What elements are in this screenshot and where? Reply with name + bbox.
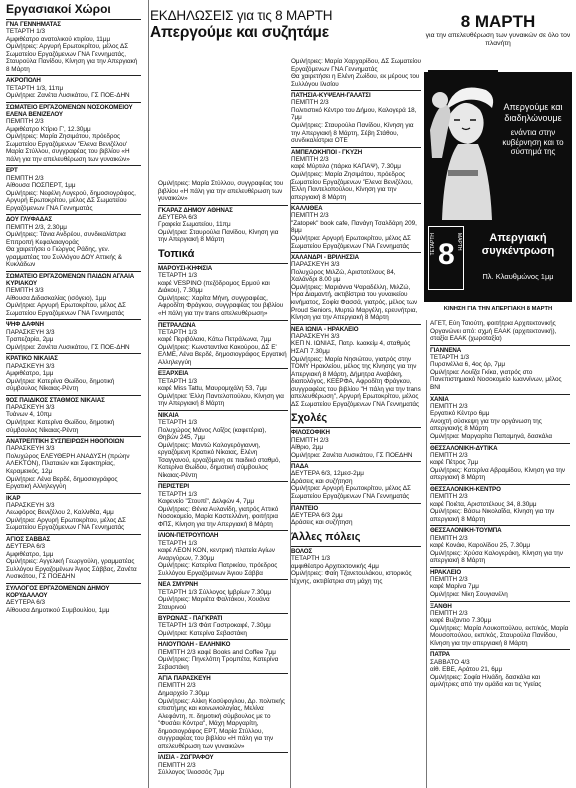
event-detail-line: Ομιλήτρια: Κατερίνα Θωίδου, δημοτική σύμβουλος Νίκαιας-Ρέντη: [6, 377, 115, 393]
event-item: [430, 567, 570, 599]
event-item: [158, 205, 288, 244]
event-location-heading: 9ΟΣ ΠΑΙΔΙΚΟΣ ΣΤΑΘΜΟΣ ΝΙΚΑΙΑΣ: [6, 395, 141, 404]
event-item: [6, 75, 141, 99]
event-item: [291, 90, 421, 144]
event-item: [158, 579, 288, 611]
column-local: [158, 180, 288, 788]
event-detail-line: Αμφιθέατρο Κτίριο Γ', 12.30μμ: [6, 125, 91, 133]
event-detail-line: καφέ Πέτρος 7μμ: [430, 459, 479, 467]
event-detail-line: ΤΕΤΑΡΤΗ 1/3: [158, 328, 198, 336]
event-detail-line: Αμφιθέατρο, 1μμ: [6, 370, 54, 378]
poster-date: 8 ΜΑΡΤΗ: [460, 12, 536, 31]
event-location-heading: ΕΞΑΡΧΕΙΑ: [158, 368, 288, 377]
event-location-heading: ΝΕΑ ΙΩΝΙΑ - ΗΡΑΚΛΕΙΟ: [291, 324, 421, 333]
event-detail-line: Ομιλήτρια: Αργυρή Ερωτοκρίτου, μέλος ΔΣ Σωματείου Εργαζόμενων ΓΝΑ Γεννηματάς: [6, 302, 126, 317]
event-detail-line: "Zatopek" book cafe, Πανάγη Τσαλδάρη 209, 8μμ: [291, 219, 417, 235]
event-item: [430, 345, 570, 392]
event-location-heading: ΠΕΤΡΑΛΩΝΑ: [158, 320, 288, 329]
event-detail-line: Ομιλήτριες: Σταυρούλα Πανίδου, Κίνηση για την Απεργιακή 8 Μάρτη, Σέβη Στάθου, συνδικαλίστρια ΟΤΕ: [291, 122, 414, 145]
event-detail-line: Ομιλήτριες: Αλίκη Κοσύφογλου, Δρ. πολιτικής επιστήμης και κοινωνιολογίας, Μελίνα Αλεφάντη, π. δημοτική σύμβουλος με το "Φυσάει Κόντρα", Μάχη Μαργαρίτη, δημοσιογράφος ΕΡΤ, Μαρία Στύλλου, συγγραφέας του βιβλίου «Η πάλη για την απελευθέρωση των γυναικών»: [158, 697, 286, 750]
event-location-heading: ΑΓΙΑ ΠΑΡΑΣΚΕΥΗ: [158, 673, 288, 682]
event-item: [430, 525, 570, 564]
event-detail-line: καφέ Κονάκι, Καρολίδου 25, 7.30μμ: [430, 542, 531, 550]
event-detail-line: καφέ Ποιέτα, Αριστοτέλους 34, 8.30μμ: [430, 500, 537, 508]
event-location-heading: ΞΑΝΘΗ: [430, 601, 570, 610]
section-title-workplaces: Εργασιακοί Χώροι: [6, 2, 111, 16]
event-item: [158, 530, 288, 577]
event-detail-line: καφέ Μαρίνα 7μμ: [430, 583, 479, 591]
poster-slogan: Απεργούμε και διαδηλώνουμε: [503, 102, 563, 123]
column-separator: [148, 0, 149, 788]
event-location-heading: ΠΑΔΑ: [291, 461, 421, 470]
event-detail-line: Ομιλήτρια: Ζανέτα Λυσικάτου, ΓΣ ΠΟΕ-ΔΗΝ: [6, 92, 130, 100]
event-detail-line: Ομιλήτριες: Φαίη Τζανετουλάκου, ιστορικός τέχνης, ακτιβίστρια στη μάχη της: [291, 570, 412, 585]
event-detail-line: Λεωφόρος Βενιζέλου 2, Καλλιθέα, 4μμ: [6, 509, 114, 517]
page-subtitle: Απεργούμε και συζητάμε: [150, 24, 329, 41]
column-other-cities: [430, 320, 570, 788]
event-detail-line: καφέ ΛΕΟΝ ΚΟΝ, κεντρική πλατεία Αγίων Αναργύρων, 7.30μμ: [158, 547, 275, 562]
event-detail-line: Δράσεις και συζήτηση: [291, 477, 353, 485]
event-detail-line: ΤΕΤΑΡΤΗ 1/3: [6, 28, 46, 36]
section-title-local: Τοπικά: [158, 248, 195, 261]
event-item: [158, 320, 288, 367]
event-detail-line: ΠΕΜΠΤΗ 2/3: [158, 682, 196, 690]
event-detail-line: Ομιλήτριες: Μαρία Ζησιμάτου, πρόεδρος Σωματείου Εργαζόμενων 'Έλενα Βενιζέλου': [6, 133, 128, 148]
event-detail-line: ΠΕΜΠΤΗ 2/3: [158, 761, 196, 769]
event-detail-line: ΤΕΤΑΡΤΗ 1/3: [158, 539, 198, 547]
event-list: [291, 58, 421, 408]
event-detail-line: ΠΕΜΠΤΗ 2/3: [430, 402, 468, 410]
event-detail-line: Ομιλήτρια: Κατερίνα Σεβαστάκη: [158, 629, 247, 637]
event-detail-line: Πολυχώρος Μάνος Λοΐζος (καφετέρια), Θηβών 245, 7μμ: [158, 426, 267, 442]
event-detail-line: ΤΕΤΑΡΤΗ 1/3, 11πμ: [6, 84, 64, 92]
event-item: [291, 546, 421, 585]
event-item: [291, 427, 421, 459]
event-detail-line: Γραφεία Σωματείου, 11πμ: [158, 221, 231, 229]
event-location-heading: ΜΑΡΟΥΣΙ-ΚΗΦΙΣΙΑ: [158, 263, 288, 272]
event-item: [6, 102, 141, 164]
event-detail-line: ΑΓΕΤ, Εύη Τσιούτη, φοιτήτρια Αρχιτεκτονικής: [430, 320, 556, 327]
event-location-heading: ΙΛΙΟΝ-ΠΕΤΡΟΥΠΟΛΗ: [158, 530, 288, 539]
event-detail-line: Μαρία Στύλλου, συγγραφέας του βιβλίου «Η πάλη για την απελευθέρωση των γυναικών»: [6, 148, 130, 163]
event-detail-line: Αίθουσα ΠΟΣΠΕΡΤ, 1μμ: [6, 182, 76, 190]
event-item: [430, 484, 570, 523]
event-detail-line: ΤΕΤΑΡΤΗ 1/3: [158, 490, 198, 498]
event-detail-line: ΤΕΤΑΡΤΗ 1/3: [430, 353, 470, 361]
event-item: [6, 214, 141, 268]
event-item: [6, 271, 141, 318]
event-detail-line: αίθ. ΕΒΕ, Αράτου 21, 6μμ: [430, 666, 503, 674]
event-location-heading: ΣΥΛΛΟΓΟΣ ΕΡΓΑΖΟΜΕΝΩΝ ΔΗΜΟΥ ΚΟΡΥΔΑΛΛΟΥ: [6, 583, 141, 599]
event-detail-line: ΠΕΜΠΤΗ 3/3: [6, 287, 44, 295]
event-detail-line: αμφιθέατρο Αρχιτεκτονικής 4μμ: [291, 562, 379, 570]
event-location-heading: ΠΕΡΙΣΤΕΡΙ: [158, 481, 288, 490]
event-list: [158, 180, 288, 244]
event-detail-line: Ομιλήτριες: Μαρία Στύλλου, συγγραφέας του βιβλίου «Η πάλη για την απελευθέρωση των γυναικών»: [158, 180, 284, 203]
event-detail-line: Ανοιχτή σύσκεψη για την οργάνωση της απεργιακής 8 Μάρτη: [430, 417, 542, 433]
event-detail-line: ΠΕΜΠΤΗ 2/3: [291, 99, 329, 107]
event-item: [291, 252, 421, 322]
event-detail-line: ΤΕΤΑΡΤΗ 1/3 Σύλλογος Ιμβρίων 7.30μμ: [158, 588, 272, 596]
event-list: [291, 427, 421, 527]
event-detail-line: Ομιλήτριες: Μαρία Χαρχαρίδου, ΔΣ Σωματείου Εργαζόμενων ΓΝΑ Γεννηματάς: [291, 58, 421, 73]
event-detail-line: Σύλλογος Ίλιοσσός 7μμ: [158, 769, 225, 777]
event-detail-line: ΔΕΥΤΕΡΑ 6/3: [6, 543, 46, 551]
event-detail-line: Ομιλήτριες: Χαρίτα Μήνη, συγγραφέας, Αφροδίτη Φράγκου, συγγραφέας του βιβλίου «Η πάλη για την trans απελευθέρωση»: [158, 294, 284, 317]
event-detail-line: Ομιλήτριες: Μαριάννα Ψαραδέλλη, ΜιλΖώ, Ήρα Διαμαντή, ακτιβίστρια του γυναικείου κινήματος, Σοφία Φασσά, γιατρός, μέλος των Proud Seniors, Μυρτώ Μαργέλη, ερευνήτρια, Κίνηση για την Απεργιακή 8 Μάρτη: [291, 283, 418, 322]
event-detail-line: Ομιλήτριες: Κατερίνα Αβραμίδου, Κίνηση για την απεργιακή 8 Μάρτη: [430, 466, 566, 482]
page-header: [150, 8, 420, 42]
column-workplaces: [6, 0, 141, 788]
event-detail-line: ΤΕΤΑΡΤΗ 1/3: [158, 419, 198, 427]
event-location-heading: ΣΩΜΑΤΕΙΟ ΕΡΓΑΖΟΜΕΝΩΝ ΝΟΣΟΚΟΜΕΙΟΥ ΕΛΕΝΑ ΒΕΝΙΖΕΛΟΥ: [6, 102, 141, 118]
event-detail-line: Ομιλήτριες: Κωνσταντίνα Κακούρου, ΔΣ Ε' ΕΛΜΕ, Λένα Βερδέ, δημοσιογράφος Εργατική Αλληλεγγύη: [158, 343, 287, 366]
event-detail-line: ΔΕΥΤΕΡΑ 6/3, 12μεσ-2μμ: [291, 470, 364, 478]
event-detail-line: ΠΑΡΑΣΚΕΥΗ 3/3: [6, 328, 55, 336]
event-detail-line: καφέ VESPINO (πεζόδρομος Ερμού και Διάκου), 7.30μμ: [158, 279, 270, 295]
event-item: [430, 649, 570, 688]
event-detail-line: ΔΕΥΤΕΡΑ 6/3: [158, 213, 198, 221]
event-detail-line: Θα χαιρετήσει ο Γιώργος Ράδης, γεν. γραμματέας του Συλλόγου ΔΟΥ Αττικής & Κυκλάδων: [6, 246, 122, 269]
event-location-heading: ΒΟΛΟΣ: [291, 546, 421, 555]
event-detail-line: ΠΕΜΠΤΗ 2/3: [291, 436, 329, 444]
event-detail-line: ΠΕΜΠΤΗ 2/3: [430, 534, 468, 542]
event-location-heading: ΚΡΑΤΙΚΟ ΝΙΚΑΙΑΣ: [6, 353, 141, 362]
event-location-heading: ΑΜΠΕΛΟΚΗΠΟΙ - ΓΚΥΖΗ: [291, 147, 421, 156]
event-item: [158, 752, 288, 776]
event-detail-line: ΠΕΜΠΤΗ 2/3: [430, 575, 468, 583]
event-item: [158, 481, 288, 528]
event-item: [6, 165, 141, 212]
event-detail-line: ΤΕΤΑΡΤΗ 1/3: [158, 272, 198, 280]
poster-header: [424, 6, 572, 72]
event-location-heading: ΘΕΣΣΑΛΟΝΙΚΗ-ΤΟΥΜΠΑ: [430, 525, 570, 534]
event-detail-line: ΠΕΜΠΤΗ 2/3: [430, 451, 468, 459]
event-detail-line: Ομιλήτρια: Αργυρή Ερωτοκρίτου, μέλος ΔΣ Σωματείου Εργαζόμενων ΓΝΑ Γεννηματάς: [291, 485, 411, 501]
event-detail-line: Θα χαιρετήσει η Ελένη Ζωίδου, εκ μέρους του Συλλόγου Ιλισίου: [291, 73, 420, 88]
event-detail-line: Ομιλήτριες: Πηνελόπη Τρομπέτα, Κατερίνα Σεβαστάκη: [158, 656, 279, 671]
poster-place: Πλ. Κλαυθμώνος 1μμ: [482, 272, 554, 281]
event-detail-line: Ομιλήτρια: Κατερίνα Θωίδου, δημοτική σύμβουλος Νίκαιας-Ρέντη: [6, 419, 115, 434]
section-title-schools: Σχολές: [291, 412, 328, 425]
event-location-heading: ΨΗΦ ΔΑΦΝΗ: [6, 319, 141, 328]
event-item: [291, 503, 421, 527]
event-list: [291, 546, 421, 585]
event-detail-line: ΠΕΜΠΤΗ 2/3: [430, 493, 468, 501]
event-detail-line: ΠΕΜΠΤΗ 2/3: [6, 118, 44, 126]
poster-footer: ΚΙΝΗΣΗ ΓΙΑ ΤΗΝ ΑΠΕΡΓΙΑΚΗ 8 ΜΑΡΤΗ: [424, 302, 572, 316]
event-location-heading: ΓΙΑΝΝΕΝΑ: [430, 345, 570, 354]
poster-slogan-secondary: ενάντια στην κυβέρνηση και το σύστημά της: [502, 128, 564, 156]
event-detail-line: ΠΕΜΠΤΗ 2/3: [291, 155, 329, 163]
event-list: [158, 263, 288, 777]
poster-month: ΜΑΡΤΗ: [456, 233, 462, 251]
event-item: [6, 395, 141, 434]
event-location-heading: ΓΚΑΡΑΖ ΔΗΜΟΥ ΑΘΗΝΑΣ: [158, 205, 288, 214]
event-detail-line: Ομιλήτριες: Αργυρή Ερωτοκρίτου, μέλος ΔΣ Σωματείου Εργαζόμενων ΓΝΑ Γεννηματάς, Σταυρούλα Πανίδου, Κίνηση για την Απεργιακή 8 Μάρτη: [6, 43, 138, 73]
event-detail-line: Ομιλήτρια: Μαργαρίτα Παπαμηνά, δασκάλα: [430, 432, 553, 440]
event-location-heading: ΑΓΙΟΣ ΣΑΒΒΑΣ: [6, 534, 141, 543]
event-item: [158, 613, 288, 637]
event-detail-line: ΣΑΒΒΑΤΟ 4/3: [430, 658, 470, 666]
event-detail-line: Πολιτιστικό Κέντρο του Δήμου, Καλογερά 18, 7μμ: [291, 106, 417, 122]
event-detail-line: Ομιλήτρια: Λουΐζα Γκίκα, γιατρός στο Πανεπιστημιακό Νοσοκομείο Ιωαννίνων, μέλος ΒΝΙ: [430, 368, 562, 392]
event-detail-line: ΠΕΜΠΤΗ 2/3 καφέ Books and Coffee 7μμ: [158, 648, 276, 656]
event-detail-line: ΠΕΜΠΤΗ 2/3: [6, 174, 44, 182]
event-location-heading: ΠΑΤΗΣΙΑ-ΚΥΨΕΛΗ-ΓΑΛΑΤΣΙ: [291, 90, 421, 99]
event-detail-line: Ομιλήτριες: Μαρία Λουκοπούλου, εκπ/κός, Μαρία Μουσοπούλου, εκπ/κός, Σταυρούλα Πανίδου, Κίνηση για την απεργιακή 8 Μάρτη: [430, 624, 569, 647]
event-detail-line: Ομιλήτρια: Αργυρή Ερωτοκρίτου, μέλος ΔΣ Σωματείου Εργαζόμενων ΓΝΑ Γεννηματάς: [6, 516, 126, 532]
event-item: [6, 353, 141, 392]
event-item: [291, 58, 421, 88]
event-item: [430, 601, 570, 648]
event-detail-line: ΠΕΜΠΤΗ 2/3: [430, 609, 468, 617]
poster-subtitle: για την απελευθέρωση των γυναικών σε όλο τον πλανήτη: [425, 32, 571, 47]
event-item: [158, 368, 288, 407]
event-location-heading: ΑΝΑΤΡΕΠΤΙΚΗ ΣΥΣΠΕΙΡΩΣΗ ΗΘΟΠΟΙΩΝ: [6, 436, 141, 445]
event-item: [430, 394, 570, 441]
event-location-heading: ΙΛΙΣΙΑ - ΖΩΓΡΑΦΟΥ: [158, 752, 288, 761]
event-location-heading: ΝΕΑ ΣΜΥΡΝΗ: [158, 579, 288, 588]
event-item: [291, 147, 421, 201]
event-detail-line: Ομιλήτρια: Σταυρούλα Πανίδου, Κίνηση για την Απεργιακή 8 Μάρτη: [158, 228, 279, 244]
event-detail-line: καφέ Περιβόλακι, Κάτω Πετράλωνα, 7μμ: [158, 336, 272, 344]
event-location-heading: ΔΟΥ ΓΛΥΦΑΔΑΣ: [6, 214, 141, 223]
event-item: [158, 180, 288, 203]
poster-day: 8: [438, 238, 455, 271]
poster-weekday: ΤΕΤΑΡΤΗ: [430, 233, 436, 256]
event-detail-line: Ομιλήτριες: Θένια Αυλανίδη, γιατρός Αττικό Νοσοκομείο, Μαρία Καστελλάνη, φοιτήτρια ΦΠΣ, Κίνηση για την Απεργιακή 8 Μάρτη: [158, 505, 279, 528]
event-detail-line: Πυρσινέλλα 6, 4ος όρ, 7μμ: [430, 361, 506, 369]
column-separator: [426, 320, 427, 788]
event-detail-line: Ομιλήτρια: Αργυρή Ερωτοκρίτου, μέλος ΔΣ Σωματείου Εργαζόμενων ΓΝΑ Γεννηματάς: [291, 235, 411, 250]
event-detail-line: ΤΕΤΑΡΤΗ 1/3 Φάιτ Γαστροκαφέ, 7.30μμ: [158, 622, 271, 630]
event-detail-line: Τυάνων 4, 10πμ: [6, 411, 52, 419]
event-location-heading: ΘΕΣΣΑΛΟΝΙΚΗ-ΔΥΤΙΚΑ: [430, 443, 570, 452]
event-detail-line: Ομιλήτριες: Μαρία Ζησιμάτου, πρόεδρος Σωματείου Εργαζόμενων 'Έλενα Βενιζέλου, Έλλη Παντελοπούλου, Κίνηση για την απεργιακή 8 Μάρτη: [291, 170, 413, 201]
event-detail-line: καφέ Miss Tattu, Μαυρομιχάλη 53, 7μμ: [158, 385, 267, 393]
event-detail-line: Ομιλήτριες: Τάνια Ανδρέου, συνδικαλίστρια Επιτροπή Κεφαλαιαγοράς: [6, 231, 126, 246]
woman-raised-fist-illustration: [428, 70, 498, 220]
event-item: [291, 324, 421, 409]
event-detail-line: Ομιλήτριες: Σοφία Ηλιάδη, δασκάλα και αμιλήτριες από την ομάδα και τις Υγείας: [430, 673, 542, 689]
event-detail-line: ΠΑΡΑΣΚΕΥΗ 3/3: [291, 332, 340, 340]
event-item: [158, 639, 288, 671]
event-detail-line: ΠΑΡΑΣΚΕΥΗ 3/3: [6, 362, 55, 370]
event-detail-line: Ομιλήτρια: Ζανέτα Λυσικάτου, ΓΣ ΠΟΕΔΗΝ: [291, 451, 413, 459]
event-detail-line: Ομιλήτρια: Έλλη Παντελοπούλου, Κίνηση για την Απεργιακή 8 Μάρτη: [158, 392, 284, 408]
event-item: [430, 443, 570, 482]
event-detail-line: ΠΕΜΠΤΗ 2/3: [291, 212, 329, 220]
event-item: [6, 583, 141, 615]
event-location-heading: ΘΕΣΣΑΛΟΝΙΚΗ-ΚΕΝΤΡΟ: [430, 484, 570, 493]
event-detail-line: Ομιλήτριες: Μαριέτα Φαλτάκου, Χουάνα Σταυρινού: [158, 596, 270, 611]
event-detail-line: Αίθουσα Διδασκαλίας (ισόγειο), 1μμ: [6, 294, 107, 302]
event-detail-line: ΔΕΥΤΕΡΑ 6/3 2μμ: [291, 511, 343, 519]
event-detail-line: Αμφιθέατρο ανατολικού κτιρίου, 11μμ: [6, 35, 111, 43]
event-detail-line: ΔΕΥΤΕΡΑ 6/3: [6, 599, 46, 607]
event-location-heading: ΧΑΛΑΝΔΡΙ - ΒΡΙΛΗΣΣΙΑ: [291, 252, 421, 261]
section-title-other-cities: Άλλες πόλεις: [291, 530, 361, 543]
event-detail-line: Πολυχώρος ΜιλΖώ, Αριστοτέλους 84, Χαλάνδρι 8.00 μμ: [291, 268, 396, 284]
event-location-heading: ΚΑΛΛΙΘΕΑ: [291, 203, 421, 212]
event-detail-line: Εργατικό Κέντρο 6μμ: [430, 410, 490, 418]
event-location-heading: ΦΙΛΟΣΟΦΙΚΗ: [291, 427, 421, 436]
event-item: [158, 410, 288, 480]
event-detail-line: ΤΕΤΑΡΤΗ 1/3: [291, 555, 331, 563]
event-location-heading: ΠΑΝΤΕΙΟ: [291, 503, 421, 512]
event-detail-line: Ομιλήτριες: Χρύσα Καλογεράκη, Κίνηση για την απεργιακή 8 Μάρτη: [430, 549, 563, 565]
event-detail-line: Αίθουσα Δημοτικού Συμβουλίου, 1μμ: [6, 606, 110, 614]
event-detail-line: ΠΕΜΠΤΗ 2/3, 2.30μμ: [6, 223, 67, 231]
event-detail-line: ΠΑΡΑΣΚΕΥΗ 3/3: [6, 445, 55, 453]
event-location-heading: ΗΛΙΟΥΠΟΛΗ - ΕΛΛΗΝΙΚΟ: [158, 639, 288, 648]
event-item: [158, 673, 288, 750]
event-detail-line: Ομιλήτριες: Βάσω Νικολαΐδα, Κίνηση για την απεργιακή 8 Μάρτη: [430, 508, 555, 523]
event-location-heading: ΗΡΑΚΛΕΙΟ: [430, 567, 570, 576]
march8-poster: [424, 6, 572, 316]
event-detail-line: Ομιλήτρια: Νίκη Σουγιανέλη: [430, 590, 508, 598]
event-item: [291, 203, 421, 250]
event-location-heading: ΙΚΑΡ: [6, 493, 141, 502]
event-detail-line: Πολυχώρος ΕΛΕΥΘΕΡΗ ΑΝΑΔΥΣΗ (πρώην ΑΛΕΚΤΟΝ), Πλαταιών και Σφακτηρίας, Κεραμεικός, 12μ: [6, 452, 130, 475]
event-item: [6, 534, 141, 581]
event-location-heading: ΑΚΡΟΠΟΛΗ: [6, 75, 141, 84]
event-location-heading: ΠΑΤΡΑ: [430, 649, 570, 658]
event-item: [430, 320, 570, 343]
event-detail-line: καφέ Βυζαντιο 7.30μμ: [430, 617, 492, 625]
event-detail-line: Οργανώνει από: σχμή ΕΑΑΚ (αρχιτεκτονική), σταξία ΕΑΑΚ (χωροταξία): [430, 327, 557, 343]
event-location-heading: ΕΡΤ: [6, 165, 141, 174]
event-item: [291, 461, 421, 500]
event-item: [6, 19, 141, 73]
event-location-heading: ΣΩΜΑΤΕΙΟ ΕΡΓΑΖΟΜΕΝΩΝ ΠΑΙΔΩΝ ΑΓΛΑΙΑ ΚΥΡΙΑΚΟΥ: [6, 271, 141, 287]
event-detail-line: Αίθριο, 2μμ: [291, 444, 324, 452]
event-detail-line: Ομιλήτρια: Ζανέτα Λυσικάτου, ΓΣ ΠΟΕ-ΔΗΝ: [6, 343, 130, 351]
event-location-heading: ΧΑΝΙΑ: [430, 394, 570, 403]
event-item: [6, 436, 141, 490]
column-local-continued: [291, 58, 421, 788]
event-item: [6, 319, 141, 351]
event-detail-line: Δράσεις και συζήτηση: [291, 519, 353, 527]
event-detail-line: ΠΑΡΑΣΚΕΥΗ 3/3: [6, 403, 55, 411]
event-detail-line: Αμφιθέατρο, 1μμ: [6, 550, 54, 558]
event-detail-line: ΠΑΡΑΣΚΕΥΗ 3/3: [6, 501, 55, 509]
event-location-heading: ΒΥΡΩΝΑΣ - ΠΑΓΚΡΑΤΙ: [158, 613, 288, 622]
event-location-heading: ΝΙΚΑΙΑ: [158, 410, 288, 419]
event-detail-line: Ομιλήτριες: Νεφέλη Λυγερού, δημοσιογράφος, Αργυρή Ερωτοκρίτου, μέλος ΔΣ Σωματείου Εργαζόμενων ΓΝΑ Γεννηματάς: [6, 189, 136, 212]
event-detail-line: Ομιλήτριες: Αγγελική Γεωργούλη, γραμματέας Συλλόγου Εργαζομένων Άγιος Σάββας, Ζανέτα Λυσικάτου, ΓΣ ΠΟΕΔΗΝ: [6, 558, 137, 581]
event-list: [6, 19, 141, 614]
event-location-heading: ΓΝΑ ΓΕΝΝΗΜΑΤΑΣ: [6, 19, 141, 28]
event-detail-line: Ομιλήτριες: Μαντώ Καλογερόγιαννη, εργαζόμενη Κρατικό Νίκαιας, Ελένη Τσαγγανού, εργαζόμενη σε παιδικό σταθμό, Κατερίνα Θωίδου, δημοτική σύμβουλος Νίκαιας-Ρέντη: [158, 441, 281, 479]
event-detail-line: καφέ Μύρτιλο (πάρκο ΚΑΠΑΨ), 7.30μμ: [291, 163, 401, 171]
event-detail-line: Καφενείο "Στουπί", Δελφών 4, 7μμ: [158, 498, 254, 506]
poster-date-box: [428, 226, 464, 290]
event-detail-line: ΤΕΤΑΡΤΗ 1/3: [158, 377, 198, 385]
event-detail-line: Ομιλήτρια: Λένα Βερδέ, δημοσιογράφος Εργατική Αλληλεγγύη: [6, 475, 118, 491]
event-detail-line: ΠΑΡΑΣΚΕΥΗ 3/3: [291, 261, 340, 269]
poster-rally: Απεργιακή συγκέντρωση: [481, 232, 555, 257]
event-list: [430, 320, 570, 689]
event-item: [158, 263, 288, 317]
event-detail-line: ΚΕΠ Ν. ΙΩΝΙΑΣ, Πατρ. Ιωακείμ 4, σταθμός ΗΣΑΠ 7.30μμ: [291, 340, 411, 355]
page-title: ΕΚΔΗΛΩΣΕΙΣ για τις 8 ΜΑΡΤΗ: [150, 8, 333, 23]
event-detail-line: Τραπεζαρία, 2μμ: [6, 336, 54, 344]
event-item: [6, 493, 141, 532]
event-detail-line: Δημαρχείο 7.30μμ: [158, 690, 210, 698]
event-detail-line: Ομιλήτριες: Μαρία Νησιώτου, γιατρός στην ΤΟΜΥ Ηρακλείου, μέλος της Κίνησης για την Απεργιακή 8 Μάρτη, Δήμητρα Αναβάκη, διαιτολόγος, ΚΕΕΡΦΑ, Αφροδίτη Φράγκου, συγγραφέας του βιβλίου "Η πάλη για την trans απελευθέρωση", Αργυρή Ερωτοκρίτου, μέλος ΔΣ Σωματείου Εργαζόμενων ΓΝΑ Γεννηματάς: [291, 355, 421, 408]
event-detail-line: Ομιλήτριες: Κατερίνα Πατρικίου, πρόεδρος Συλλόγου Εργαζόμενων Άγιου Σάββα: [158, 562, 278, 577]
